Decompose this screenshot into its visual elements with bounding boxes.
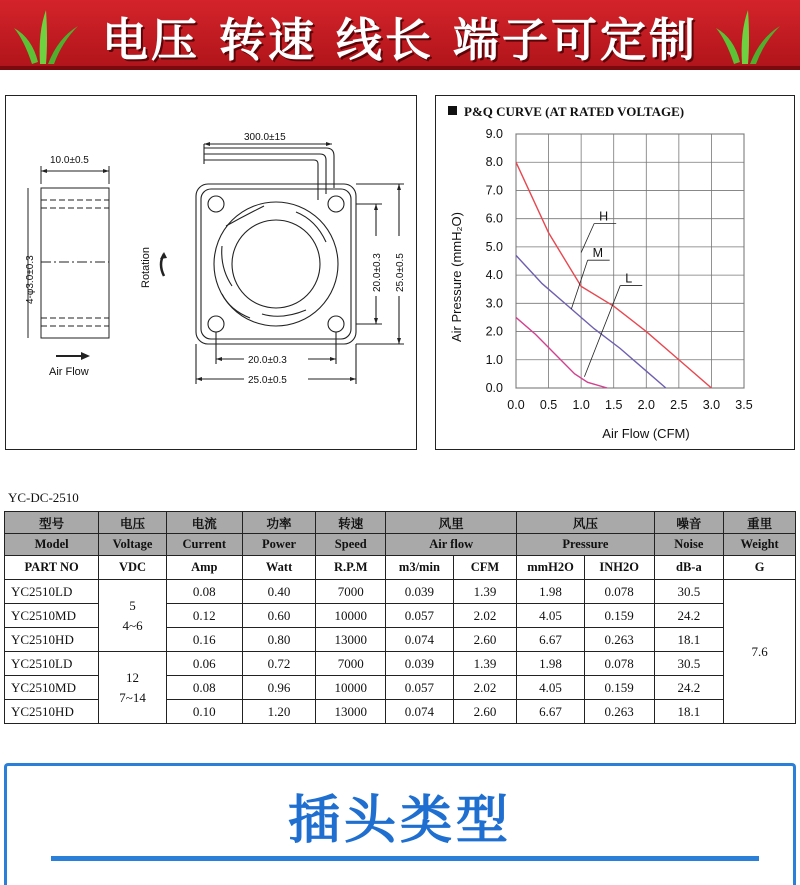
- col-airflow-cn: 风里: [386, 512, 517, 534]
- cell-mmh2o: 6.67: [517, 700, 585, 724]
- cell-power: 0.60: [242, 604, 316, 628]
- cell-power: 0.40: [242, 580, 316, 604]
- unit-inh2o: INH2O: [584, 556, 654, 580]
- dimension-drawing-panel: [5, 95, 417, 450]
- cell-inh2o: 0.263: [584, 628, 654, 652]
- cell-mmh2o: 1.98: [517, 580, 585, 604]
- col-noise: Noise: [654, 534, 724, 556]
- x-tick-label: 0.5: [539, 398, 558, 412]
- cell-m3min: 0.039: [386, 580, 454, 604]
- cell-speed: 7000: [316, 652, 386, 676]
- banner-title: 电压 转速 线长 端子可定制: [101, 13, 699, 67]
- col-pressure-cn: 风压: [517, 512, 654, 534]
- section-underline: [51, 856, 759, 861]
- cell-model: YC2510HD: [5, 628, 99, 652]
- cell-m3min: 0.057: [386, 676, 454, 700]
- header-row-cn: [5, 512, 796, 534]
- y-tick-label: 7.0: [485, 183, 503, 198]
- series-l-label: L: [625, 271, 633, 286]
- unit-m3min: m3/min: [386, 556, 454, 580]
- cell-cfm: 1.39: [453, 652, 517, 676]
- unit-g: G: [724, 556, 796, 580]
- col-power-cn: 功率: [242, 512, 316, 534]
- x-axis-label: Air Flow (CFM): [602, 426, 690, 441]
- cell-cfm: 2.60: [453, 700, 517, 724]
- unit-cfm: CFM: [453, 556, 517, 580]
- cell-noise: 18.1: [654, 700, 724, 724]
- title-square-icon: [448, 106, 457, 115]
- col-weight: Weight: [724, 534, 796, 556]
- cell-speed: 13000: [316, 628, 386, 652]
- cell-noise: 18.1: [654, 628, 724, 652]
- cell-mmh2o: 4.05: [517, 604, 585, 628]
- plug-type-section: [4, 763, 796, 885]
- pq-curve-panel: [435, 95, 795, 450]
- cell-noise: 24.2: [654, 676, 724, 700]
- col-model: Model: [5, 534, 99, 556]
- x-tick-label: 3.5: [735, 398, 753, 412]
- x-tick-label: 2.0: [637, 398, 655, 412]
- col-current-cn: 电流: [166, 512, 242, 534]
- x-tick-label: 1.5: [605, 398, 623, 412]
- cell-m3min: 0.057: [386, 604, 454, 628]
- y-tick-label: 1.0: [485, 352, 503, 367]
- col-voltage: Voltage: [99, 534, 167, 556]
- voltage-nominal: 5: [129, 597, 136, 613]
- x-tick-label: 3.0: [702, 398, 721, 412]
- cell-inh2o: 0.159: [584, 604, 654, 628]
- cell-speed: 10000: [316, 604, 386, 628]
- x-tick-label: 2.5: [670, 398, 688, 412]
- unit-part-no: PART NO: [5, 556, 99, 580]
- cell-power: 1.20: [242, 700, 316, 724]
- cell-current: 0.08: [166, 676, 242, 700]
- col-current: Current: [166, 534, 242, 556]
- cell-cfm: 1.39: [453, 580, 517, 604]
- series-m-label: M: [592, 246, 604, 261]
- air-flow-label: Air Flow: [49, 366, 89, 378]
- cell-inh2o: 0.263: [584, 700, 654, 724]
- voltage-nominal: 12: [126, 669, 140, 685]
- col-power: Power: [242, 534, 316, 556]
- col-speed-cn: 转速: [316, 512, 386, 534]
- cell-model: YC2510MD: [5, 676, 99, 700]
- cell-inh2o: 0.078: [584, 580, 654, 604]
- y-tick-label: 0.0: [485, 381, 503, 395]
- cell-power: 0.72: [242, 652, 316, 676]
- cell-inh2o: 0.159: [584, 676, 654, 700]
- cell-cfm: 2.02: [453, 604, 517, 628]
- cell-voltage-group: [99, 652, 167, 724]
- voltage-range: 4~6: [122, 617, 143, 633]
- cell-inh2o: 0.078: [584, 652, 654, 676]
- cell-current: 0.10: [166, 700, 242, 724]
- cell-weight: 7.6: [724, 580, 796, 724]
- cell-m3min: 0.074: [386, 700, 454, 724]
- rotation-label: Rotation: [140, 247, 152, 288]
- hole-pitch-horizontal: 20.0±0.3: [248, 355, 287, 366]
- spec-table: [4, 511, 796, 724]
- cell-current: 0.12: [166, 604, 242, 628]
- air-flow-arrow: [56, 352, 90, 360]
- col-airflow: Air flow: [386, 534, 517, 556]
- cell-noise: 30.5: [654, 652, 724, 676]
- cell-mmh2o: 6.67: [517, 628, 585, 652]
- cell-voltage-group: [99, 580, 167, 652]
- cell-speed: 13000: [316, 700, 386, 724]
- y-tick-label: 2.0: [485, 324, 503, 339]
- unit-dba: dB-a: [654, 556, 724, 580]
- cell-model: YC2510MD: [5, 604, 99, 628]
- model-code: YC-DC-2510: [8, 490, 79, 505]
- y-tick-label: 8.0: [485, 155, 503, 170]
- x-tick-label: 0.0: [507, 398, 525, 412]
- fan-drawing: [6, 96, 416, 449]
- cell-model: YC2510LD: [5, 580, 99, 604]
- y-axis-label: Air Pressure (mmH₂O): [449, 212, 464, 342]
- cell-m3min: 0.074: [386, 628, 454, 652]
- row-2510ld-12v: [5, 652, 796, 676]
- cell-mmh2o: 4.05: [517, 676, 585, 700]
- cell-current: 0.08: [166, 580, 242, 604]
- col-speed: Speed: [316, 534, 386, 556]
- cell-mmh2o: 1.98: [517, 652, 585, 676]
- unit-watt: Watt: [242, 556, 316, 580]
- cell-speed: 7000: [316, 580, 386, 604]
- cell-m3min: 0.039: [386, 652, 454, 676]
- y-tick-label: 6.0: [485, 211, 503, 226]
- top-banner: [0, 0, 800, 70]
- cell-noise: 30.5: [654, 580, 724, 604]
- cell-current: 0.16: [166, 628, 242, 652]
- header-row-en: [5, 534, 796, 556]
- frame-size-horizontal: 25.0±0.5: [248, 375, 287, 386]
- unit-mmh2o: mmH2O: [517, 556, 585, 580]
- voltage-range: 7~14: [119, 689, 146, 705]
- chart-title: P&Q CURVE (AT RATED VOLTAGE): [464, 104, 685, 119]
- hole-pitch-vertical: 20.0±0.3: [372, 253, 383, 292]
- unit-amp: Amp: [166, 556, 242, 580]
- cell-power: 0.80: [242, 628, 316, 652]
- unit-rpm: R.P.M: [316, 556, 386, 580]
- x-tick-label: 1.0: [572, 398, 590, 412]
- cell-model: YC2510HD: [5, 700, 99, 724]
- row-2510ld-5v: [5, 580, 796, 604]
- hole-dim-label: 4-φ3.0±0.3: [25, 255, 36, 304]
- col-voltage-cn: 电压: [99, 512, 167, 534]
- cell-current: 0.06: [166, 652, 242, 676]
- y-tick-label: 5.0: [485, 239, 503, 254]
- col-model-cn: 型号: [5, 512, 99, 534]
- cell-model: YC2510LD: [5, 652, 99, 676]
- y-tick-label: 3.0: [485, 296, 503, 311]
- y-tick-label: 9.0: [485, 127, 503, 141]
- col-noise-cn: 噪音: [654, 512, 724, 534]
- col-pressure: Pressure: [517, 534, 654, 556]
- pq-curve-chart: [436, 96, 794, 449]
- unit-vdc: VDC: [99, 556, 167, 580]
- units-row: [5, 556, 796, 580]
- series-h-label: H: [599, 209, 609, 224]
- width-dim-label: 10.0±0.5: [50, 155, 89, 166]
- frame-size-vertical: 25.0±0.5: [395, 253, 406, 292]
- col-weight-cn: 重里: [724, 512, 796, 534]
- y-tick-label: 4.0: [485, 268, 503, 283]
- cell-cfm: 2.02: [453, 676, 517, 700]
- wire-length-label: 300.0±15: [244, 132, 286, 143]
- section-heading: 插头类型: [287, 791, 512, 851]
- series-leader-line: [571, 260, 587, 309]
- cell-cfm: 2.60: [453, 628, 517, 652]
- cell-speed: 10000: [316, 676, 386, 700]
- cell-noise: 24.2: [654, 604, 724, 628]
- cell-power: 0.96: [242, 676, 316, 700]
